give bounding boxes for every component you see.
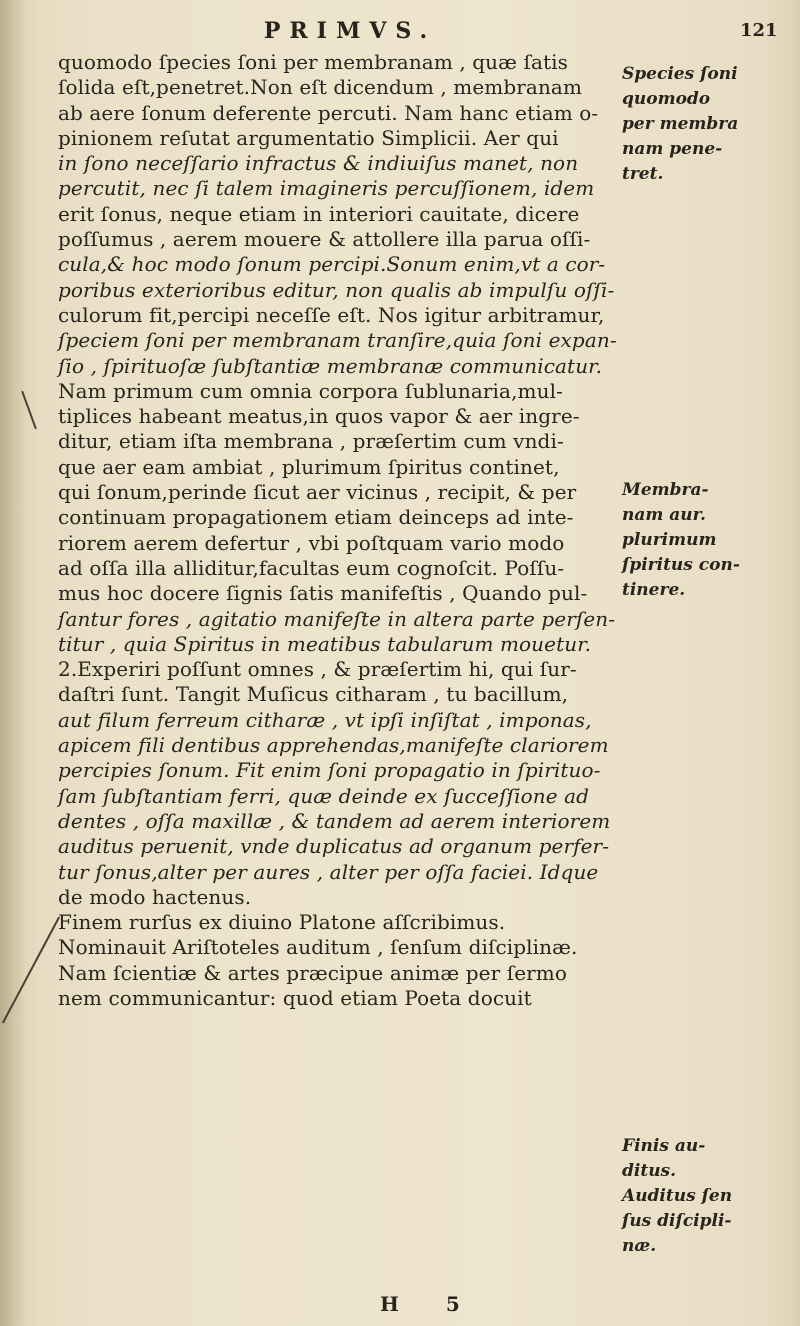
text-line: mus hoc docere ſignis ſatis manifeſtis , Quando pul- <box>58 581 588 606</box>
text-line: Nominauit Ariſtoteles auditum , ſenſum diſciplinæ. <box>58 935 578 960</box>
text-line: daſtri ſunt. Tangit Muſicus citharam , tu bacillum, <box>58 682 569 707</box>
text-line: titur , quia Spiritus in meatibus tabularum mouetur. <box>58 631 592 656</box>
running-head: PRIMVS. <box>263 18 437 44</box>
text-line: culorum fit,percipi neceſſe eſt. Nos igitur arbitramur, <box>58 302 605 327</box>
text-line: tur ſonus,alter per aures , alter per oſſa faciei. Idque <box>58 859 599 884</box>
text-line: poribus exterioribus editur, non qualis ab impulſu oſſi- <box>58 277 615 302</box>
signature-mark: H 5 <box>380 1292 480 1316</box>
page-number: 121 <box>740 20 778 41</box>
margin-note-line: nam aur. <box>622 505 706 525</box>
margin-note-membranam <box>622 478 792 603</box>
margin-note-line: Auditus ſen <box>622 1186 733 1206</box>
margin-note-line: tinere. <box>622 580 686 600</box>
margin-note-line: per membra <box>622 114 739 134</box>
text-line: poſſumus , aerem mouere & attollere illa parua oſſi- <box>58 227 591 252</box>
text-line: ab aere ſonum deferente percuti. Nam hanc etiam o- <box>58 100 599 125</box>
text-line: qui ſonum,perinde ſicut aer vicinus , recipit, & per <box>58 480 577 505</box>
text-line: ad oſſa illa alliditur,facultas eum cognoſcit. Poſſu- <box>58 555 565 580</box>
binding-gutter <box>0 0 26 1326</box>
margin-note-line: næ. <box>622 1236 657 1256</box>
text-line: apicem fili dentibus apprehendas,manifeſte clariorem <box>58 733 609 758</box>
text-line: percipies ſonum. Fit enim ſoni propagatio in ſpirituo- <box>58 758 601 783</box>
text-line: nem communicantur: quod etiam Poeta docuit <box>58 985 532 1010</box>
margin-note-line: Membra- <box>622 480 709 500</box>
text-line: 2.Experiri poſſunt omnes , & præſertim hi, qui ſur- <box>58 657 577 682</box>
margin-note-finis-auditus <box>622 1134 792 1259</box>
text-line: riorem aerem defertur , vbi poſtquam vario modo <box>58 530 565 555</box>
text-line: cula,& hoc modo ſonum percipi.Sonum enim,vt a cor- <box>58 252 606 277</box>
margin-note-line: Species ſoni <box>622 64 738 84</box>
text-line: ſio , ſpirituoſæ ſubſtantiæ membranæ communicatur. <box>58 353 603 378</box>
margin-note-line: quomodo <box>622 89 711 109</box>
text-line: ditur, etiam iſta membrana , præſertim cum vndi- <box>58 429 564 454</box>
margin-note-line: ſpiritus con- <box>622 555 740 575</box>
text-line: ſolida eſt,penetret.Non eſt dicendum , membranam <box>58 75 583 100</box>
margin-note-line: Finis au- <box>622 1136 706 1156</box>
text-line: quomodo ſpecies ſoni per membranam , quæ ſatis <box>58 50 569 74</box>
text-line: aut filum ferreum citharæ , vt ipſi inſiſtat , imponas, <box>58 707 592 732</box>
margin-note-line: plurimum <box>622 530 717 550</box>
text-line: pinionem reſutat argumentatio Simplicii. Aer qui <box>58 125 559 150</box>
margin-note-line: ſus diſcipli- <box>622 1211 732 1231</box>
text-line: tiplices habeant meatus,in quos vapor & aer ingre- <box>58 404 580 429</box>
margin-note-line: nam pene- <box>622 139 723 159</box>
text-line: auditus peruenit, vnde duplicatus ad organum perfer- <box>58 834 610 859</box>
text-line: Finem rurſus ex diuino Platone aſſcribimus. <box>58 910 506 935</box>
text-line: continuam propagationem etiam deinceps ad inte- <box>58 505 574 530</box>
text-line: ſantur fores , agitatio manifeſte in altera parte perſen- <box>58 606 616 631</box>
text-line: dentes , oſſa maxillæ , & tandem ad aerem interiorem <box>58 808 611 833</box>
text-line: de modo hactenus. <box>58 884 252 909</box>
text-line: ſpeciem ſoni per membranam tranſire,quia ſoni expan- <box>58 328 617 353</box>
margin-note-line: ditus. <box>622 1161 677 1181</box>
text-line: Nam primum cum omnia corpora ſublunaria,mul- <box>58 378 563 403</box>
text-line: erit ſonus, neque etiam in interiori cauitate, dicere <box>58 201 580 226</box>
text-line: Nam ſcientiæ & artes præcipue animæ per ſermo <box>58 960 568 985</box>
text-line: in ſono neceſſario infractus & indiuiſus manet, non <box>58 151 579 176</box>
main-text-block <box>58 50 618 1011</box>
margin-note-species-soni <box>622 62 792 187</box>
text-line: que aer eam ambiat , plurimum ſpiritus continet, <box>58 454 560 479</box>
text-line: ſam ſubſtantiam ferri, quæ deinde ex ſucceſſione ad <box>58 783 590 808</box>
text-line: percutit, nec ſi talem imagineris percuſſionem, idem <box>58 176 595 201</box>
margin-note-line: tret. <box>622 164 664 184</box>
